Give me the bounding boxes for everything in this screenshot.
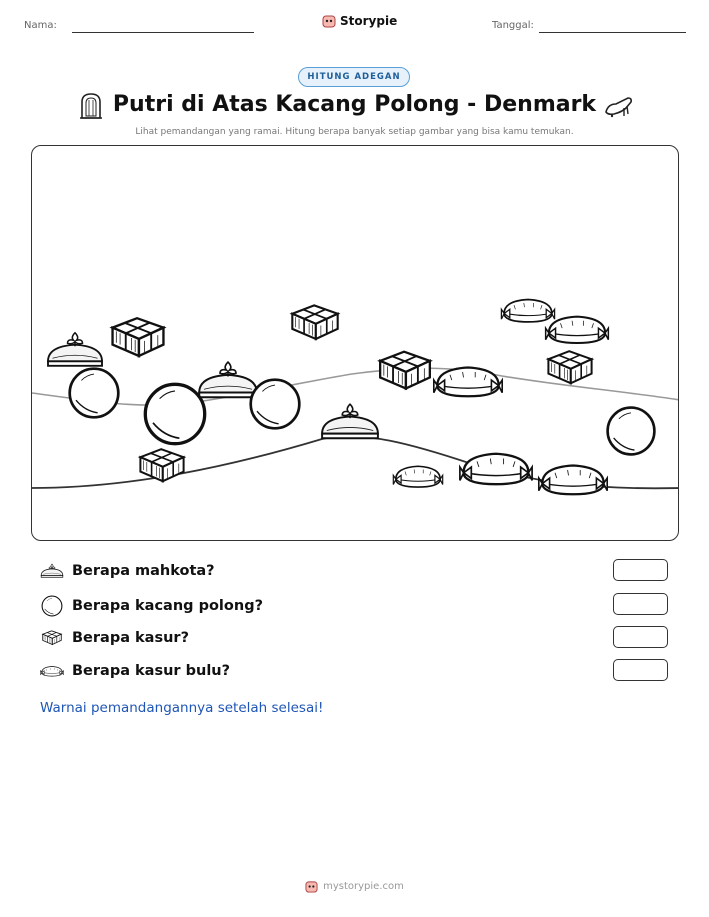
pea <box>70 369 119 418</box>
featherbed <box>539 466 607 495</box>
question-peas <box>40 595 263 617</box>
crown-icon <box>40 561 64 581</box>
coloring-note: Warnai pemandangannya setelah selesai! <box>40 700 324 716</box>
question-crowns <box>40 561 215 581</box>
footer-url[interactable]: mystorypie.com <box>323 881 404 892</box>
slipper-icon <box>604 92 634 120</box>
date-line[interactable] <box>539 32 686 33</box>
counting-scene[interactable] <box>31 145 679 541</box>
question-text: Berapa kasur? <box>72 630 189 646</box>
activity-badge: HITUNG ADEGAN <box>298 67 410 87</box>
name-label: Nama: <box>24 20 57 31</box>
mattress <box>380 352 430 389</box>
brand-logo <box>322 14 397 28</box>
featherbed <box>460 454 532 484</box>
question-mattresses <box>40 628 189 648</box>
crown <box>199 362 257 397</box>
page-title: Putri di Atas Kacang Polong - Denmark <box>112 92 597 117</box>
mattress <box>140 449 183 481</box>
answer-box-peas[interactable] <box>613 593 668 615</box>
question-text: Berapa mahkota? <box>72 563 215 579</box>
crown <box>48 333 102 366</box>
crown <box>322 404 378 438</box>
question-featherbeds <box>40 661 230 681</box>
mattress <box>292 305 337 339</box>
question-text: Berapa kacang polong? <box>72 598 263 614</box>
footer <box>0 880 709 893</box>
pea <box>251 380 300 429</box>
date-label: Tanggal: <box>492 20 534 31</box>
brand-name: Storypie <box>340 14 398 28</box>
featherbed <box>434 368 502 397</box>
storypie-logo-icon <box>322 14 336 28</box>
featherbed <box>546 317 609 343</box>
mattress-icon <box>40 628 64 648</box>
instructions: Lihat pemandangan yang ramai. Hitung berapa banyak setiap gambar yang bisa kamu temukan. <box>135 127 574 137</box>
storypie-logo-icon <box>305 880 318 893</box>
name-line[interactable] <box>72 32 254 33</box>
question-text: Berapa kasur bulu? <box>72 663 231 679</box>
pea <box>145 384 204 443</box>
mattress <box>548 351 591 383</box>
pea <box>608 408 655 455</box>
featherbed-icon <box>40 661 64 681</box>
mattress <box>113 318 164 356</box>
answer-box-crowns[interactable] <box>613 559 668 581</box>
answer-box-mattresses[interactable] <box>613 626 668 648</box>
pea-icon <box>40 595 64 617</box>
featherbed <box>393 466 442 487</box>
answer-box-featherbeds[interactable] <box>613 659 668 681</box>
scene-illustration <box>32 146 679 541</box>
featherbed <box>501 300 554 322</box>
